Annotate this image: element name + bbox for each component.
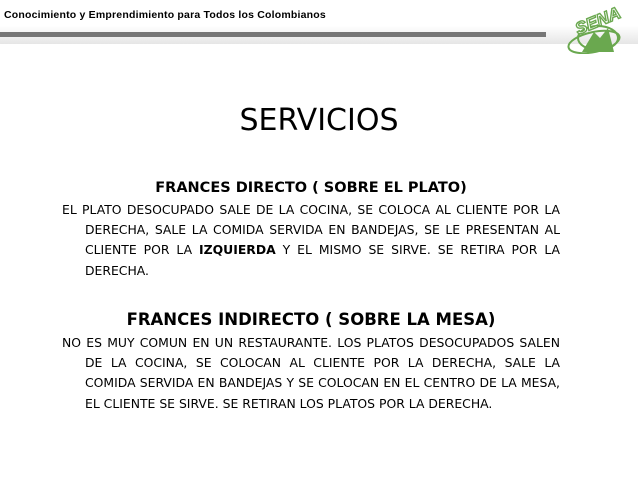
header-bar	[0, 32, 546, 37]
sena-logo-text: SENA	[572, 3, 624, 39]
section2-paragraph: NO ES MUY COMUN EN UN RESTAURANTE. LOS PLATOS DESOCUPADOS SALEN DE LA COCINA, SE COLOCAN AL CLIENTE POR LA DERECHA, SALE LA COMIDA SERVIDA EN BANDEJAS Y SE COLOCAN EN EL CENTRO DE LA MESA, EL CLIENTE SE SIRVE. SE RETIRAN LOS PLATOS POR LA DERECHA.	[62, 335, 560, 411]
header-band	[0, 0, 638, 44]
sena-logo	[556, 2, 636, 54]
section1-text-after: Y EL MISMO SE SIRVE. SE RETIRA POR LA DERECHA.	[85, 242, 560, 278]
section1-heading: FRANCES DIRECTO ( SOBRE EL PLATO)	[155, 180, 467, 196]
slide-title: SERVICIOS	[239, 103, 399, 138]
section1-text-emphasis: IZQUIERDA	[199, 242, 276, 258]
section2-heading: FRANCES INDIRECTO ( SOBRE LA MESA)	[126, 310, 496, 329]
section1-paragraph	[62, 200, 560, 281]
header-tagline: Conocimiento y Emprendimiento para Todos los Colombianos	[4, 9, 326, 21]
section1-text-before: EL PLATO DESOCUPADO SALE DE LA COCINA, SE COLOCA AL CLIENTE POR LA DERECHA, SALE LA COMIDA SERVIDA EN BANDEJAS, SE LE PRESENTAN AL CLIENTE POR LA	[62, 202, 560, 258]
